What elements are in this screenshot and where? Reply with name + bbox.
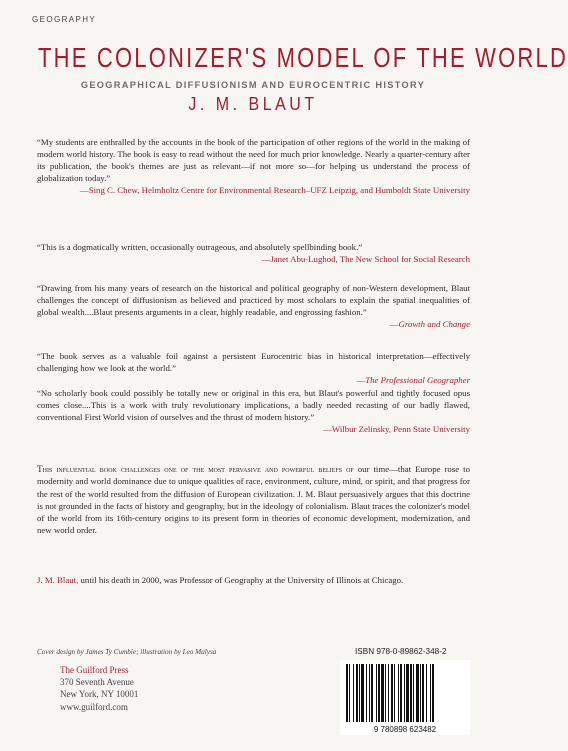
quote-text: “ No scholarly book could possibly be totally new or original in this era, but Blaut's powerful and tightly focused opus comes close....This is a work with truly revolutionary implications, a badly needed recasting of our badly flawed, conventional First World vision of ourselves and the thrust of modern history. ” [37, 387, 470, 423]
cover-credits: Cover design by James Ty Cumbie; illustration by Leo Malysa [37, 648, 217, 656]
book-title: THE COLONIZER'S MODEL OF THE WORLD [38, 42, 568, 74]
bio-name: J. M. Blaut, [37, 575, 79, 585]
isbn-label: ISBN 978-0-89862-348-2 [355, 647, 447, 656]
publisher-address-line1: 370 Seventh Avenue [60, 677, 134, 688]
quote-attribution: — Sing C. Chew, Helmholtz Centre for Environmental Research–UFZ Leipzig, and Humboldt State University [37, 184, 470, 196]
review-quote [37, 136, 470, 196]
barcode-bar [420, 664, 421, 722]
publisher-name: The Guilford Press [60, 665, 129, 675]
quote-attribution: — Growth and Change [37, 318, 470, 330]
barcode-bar [430, 664, 431, 722]
review-quote [37, 241, 470, 265]
quote-text: “ My students are enthralled by the accounts in the book of the participation of other regions of the world in the making of modern world history. The book is easy to read without the need for much prior knowledge. Nearly a quarter-century after its publication, the book's themes are just as relevant—if not more so—for helping us understand the process of globalization today. ” [37, 136, 470, 184]
barcode-bar [422, 664, 424, 722]
barcode-bar [346, 664, 348, 722]
category-label: GEOGRAPHY [32, 15, 97, 24]
publisher-website: www.guilford.com [60, 701, 128, 712]
barcode-bar [356, 664, 358, 722]
review-quote [37, 387, 470, 435]
description-lead: This influential book challenges one of the most pervasive and powerful beliefs of [37, 464, 354, 474]
barcode-bar [394, 664, 395, 722]
quote-attribution: — Wilbur Zelinsky, Penn State University [37, 423, 470, 435]
barcode-bar [406, 664, 409, 722]
barcode-bar [426, 664, 427, 722]
book-author: J. M. BLAUT [188, 95, 318, 115]
barcode-bar [400, 664, 402, 722]
barcode-bar [359, 664, 360, 722]
barcode-bar [388, 664, 389, 722]
barcode-bar [378, 664, 380, 722]
barcode-bar [371, 664, 373, 722]
quote-attribution: — The Professional Geographer [37, 374, 470, 386]
barcode-bar [385, 664, 386, 722]
barcode-number: 9 780898 623482 [373, 725, 437, 734]
quote-text: “ The book serves as a valuable foil against a persistent Eurocentric bias in historical interpretation—effectively challenging how we look at the world. ” [37, 350, 470, 374]
barcode-bar [349, 664, 350, 722]
quote-attribution: — Janet Abu-Lughod, The New School for Social Research [37, 253, 470, 265]
barcode-bar [398, 664, 399, 722]
barcode-bar [391, 664, 393, 722]
barcode-bar [361, 664, 364, 722]
review-quote [37, 282, 470, 330]
barcode-bar [369, 664, 370, 722]
barcode-icon [340, 660, 470, 735]
author-bio [37, 574, 470, 586]
barcode-bar [410, 664, 412, 722]
publisher-block [60, 664, 138, 713]
barcode-bar [404, 664, 405, 722]
book-subtitle: GEOGRAPHICAL DIFFUSIONISM AND EUROCENTRIC HISTORY [80, 80, 426, 90]
review-quote [37, 350, 470, 386]
barcode-bar [366, 664, 367, 722]
barcode-bar [432, 664, 434, 722]
barcode-bar [416, 664, 419, 722]
barcode-bar [353, 664, 354, 722]
quote-text: “ This is a dogmatically written, occasionally outrageous, and absolutely spellbinding book. ” [37, 241, 470, 253]
barcode-bar [413, 664, 414, 722]
barcode [340, 660, 470, 735]
publisher-address-line2: New York, NY 10001 [60, 689, 139, 700]
barcode-bar [381, 664, 384, 722]
bio-text: until his death in 2000, was Professor of Geography at the University of Illinois at Chicago. [80, 575, 404, 585]
quote-text: “ Drawing from his many years of research on the historical and political geography of non-Western development, Blaut challenges the concept of diffusionism as believed and practiced by most scholars to explain the spatial inequalities of global wealth....Blaut presents arguments in a clear, highly readable, and engrossing fashion. ” [37, 282, 470, 318]
book-description [37, 463, 470, 537]
description-text: our time—that Europe rose to modernity and world dominance due to unique qualities of race, environment, culture, mind, or spirit, and that progress for the rest of the world resulted from the diffusion of European civilization. J. M. Blaut persuasively argues that this doctrine is not grounded in the facts of history and geography, but in the ideology of colonialism. Blaut traces the colonizer's model of the world from its 16th-century origins to its present form in theories of economic development, modernization, and new world order. [37, 464, 470, 536]
barcode-bar [376, 664, 377, 722]
